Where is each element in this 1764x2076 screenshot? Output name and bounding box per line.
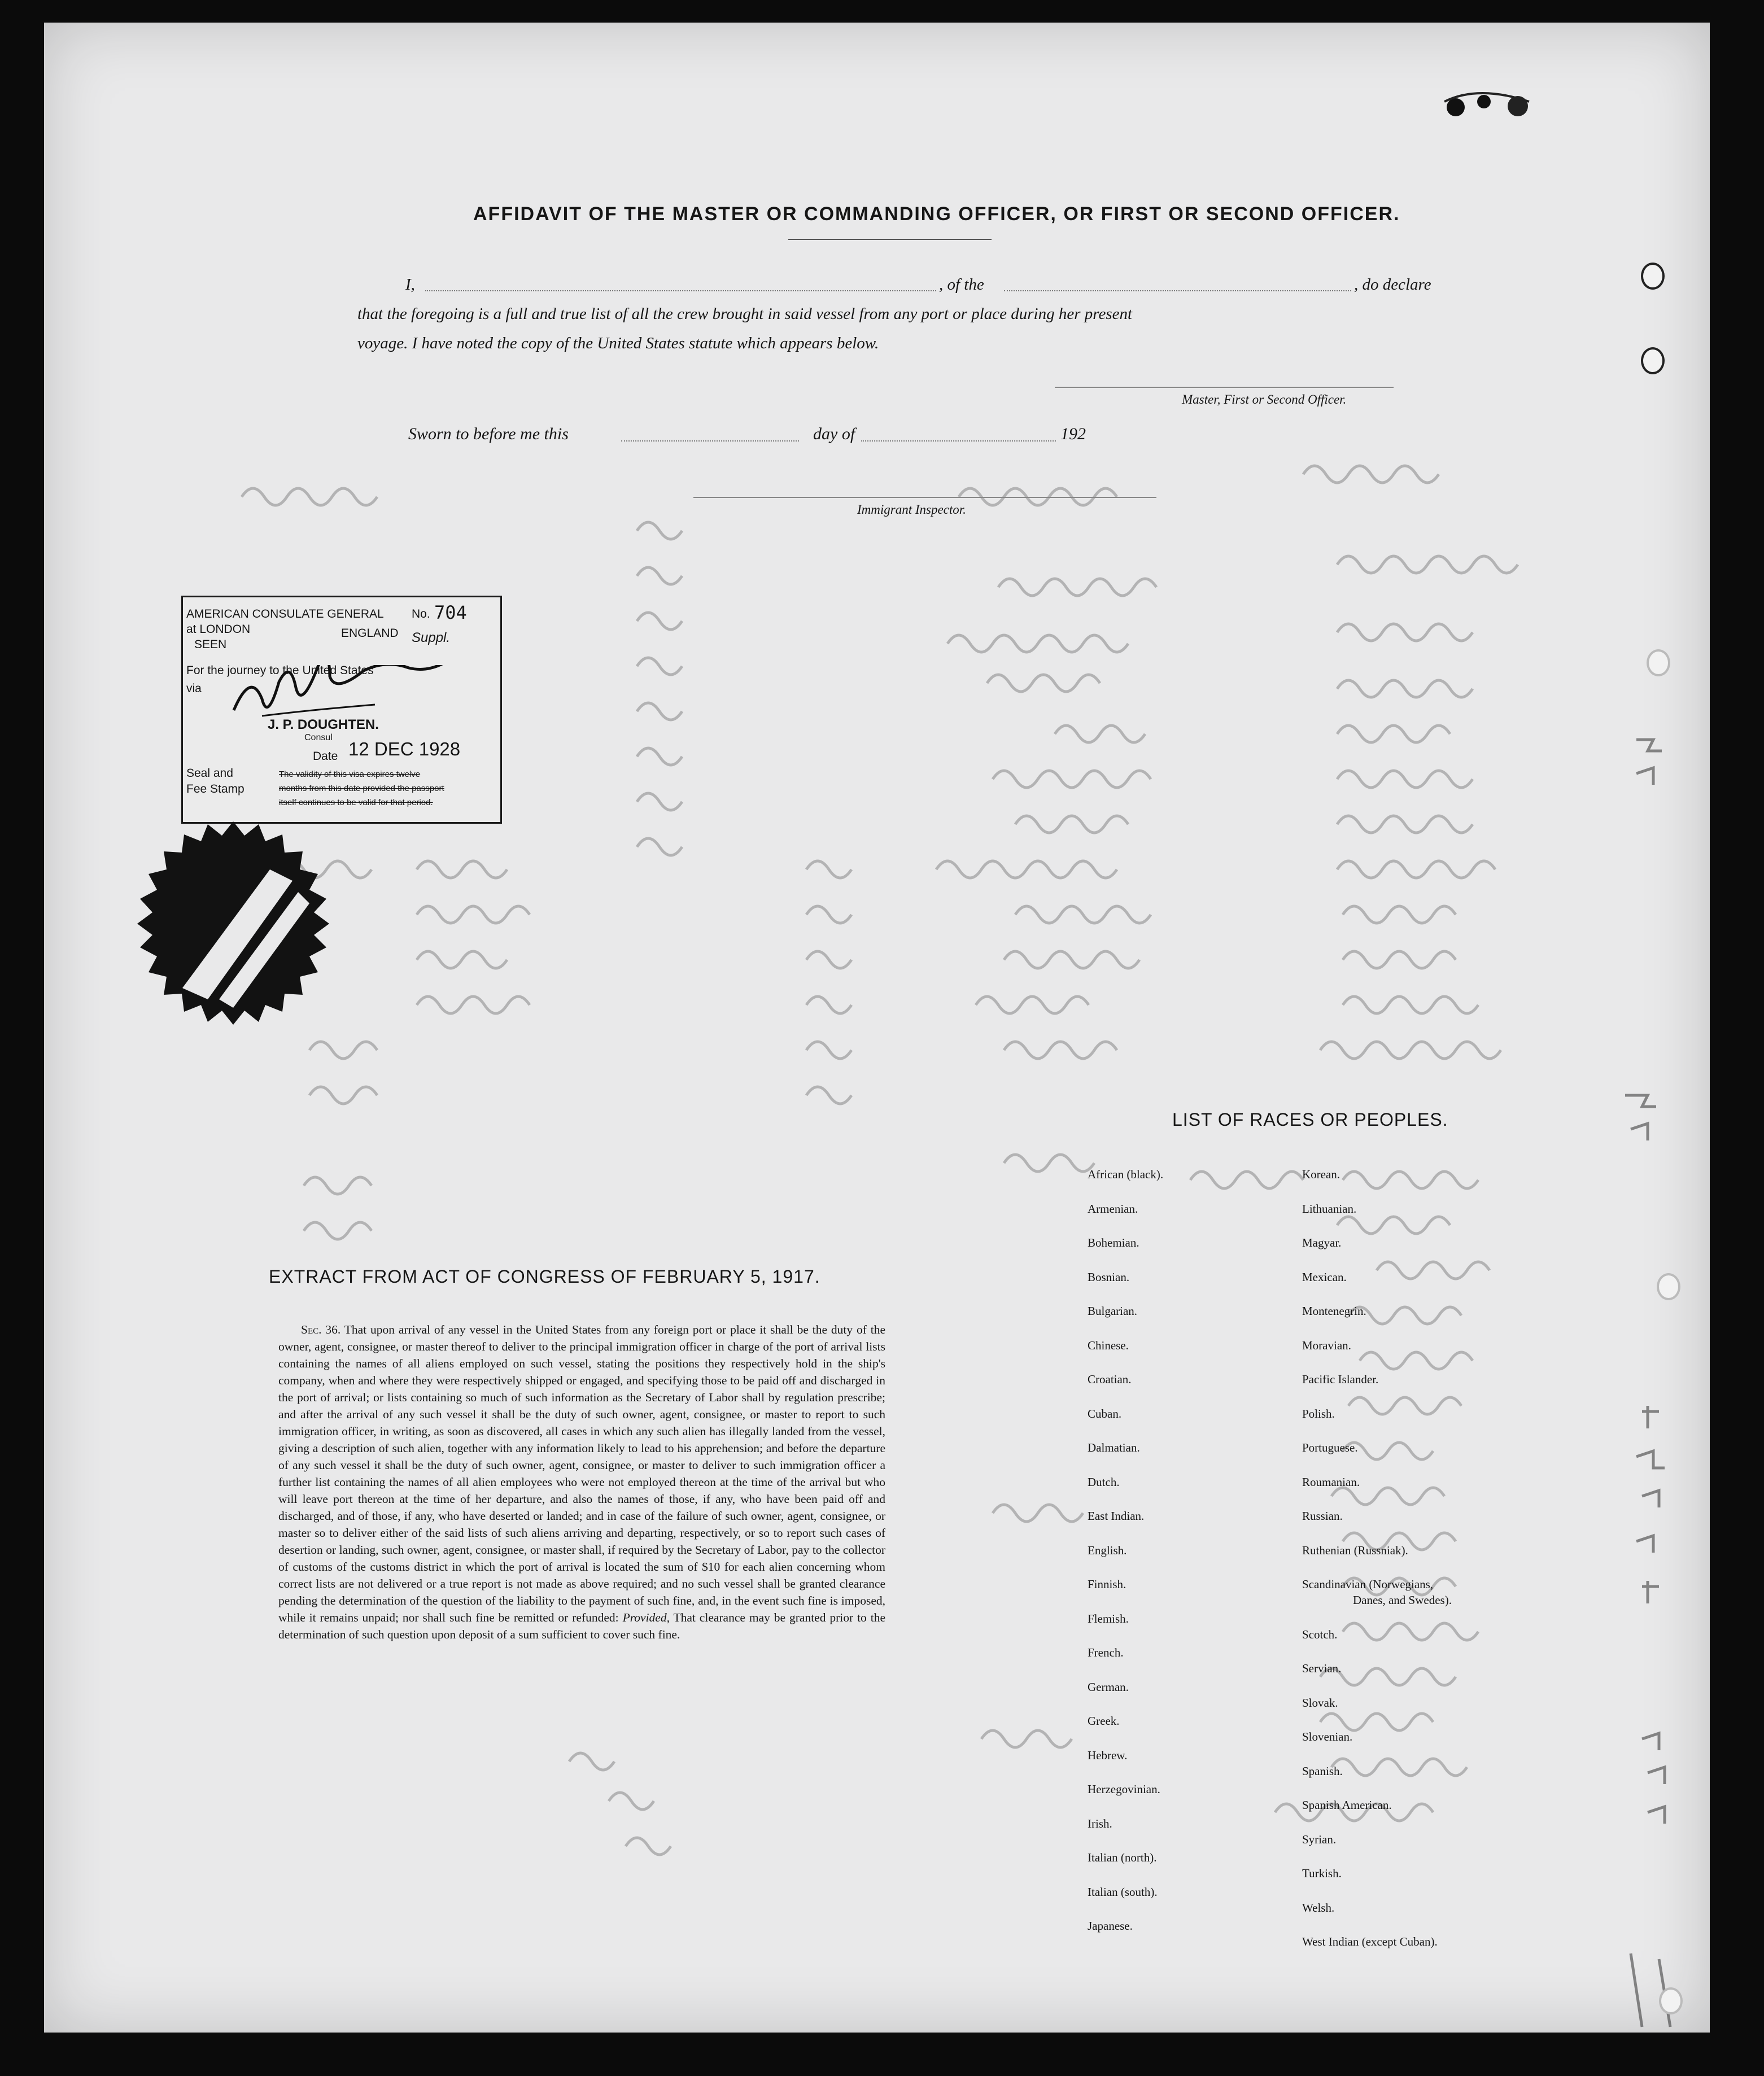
- sworn-day-of-label: day of: [813, 425, 855, 443]
- ink-blots: [1422, 79, 1569, 130]
- extract-section-label: Sec. 36.: [301, 1323, 341, 1336]
- race-item: English.: [1088, 1543, 1127, 1557]
- race-item: Moravian.: [1302, 1338, 1351, 1352]
- punch-hole: [1659, 1987, 1683, 2014]
- stamp-via-label: via: [186, 682, 202, 695]
- stamp-validity-2: months from this date provided the passport: [279, 784, 444, 793]
- race-item: Finnish.: [1088, 1577, 1126, 1591]
- punch-hole: [1647, 649, 1670, 676]
- race-item: Bosnian.: [1088, 1270, 1130, 1284]
- race-item: Magyar.: [1302, 1236, 1342, 1249]
- stamp-seal-label-2: Fee Stamp: [186, 783, 244, 796]
- declare-line-2: that the foregoing is a full and true list of all the crew brought in said vessel from any port or place during her present: [357, 305, 1133, 323]
- race-item: Cuban.: [1088, 1406, 1122, 1421]
- punch-hole: [1641, 347, 1665, 374]
- race-item: Welsh.: [1302, 1900, 1335, 1915]
- race-item: Irish.: [1088, 1816, 1112, 1830]
- stamp-no-value: 704: [434, 602, 467, 623]
- declare-do-declare-label: , do declare: [1354, 276, 1431, 294]
- inspector-label: Immigrant Inspector.: [857, 502, 966, 517]
- declare-of-the-label: , of the: [939, 276, 984, 294]
- sworn-year-label: 192: [1060, 425, 1086, 443]
- race-item: Lithuanian.: [1302, 1201, 1357, 1216]
- race-item: Danes, and Swedes).: [1353, 1593, 1452, 1607]
- race-item: Bulgarian.: [1088, 1304, 1138, 1318]
- stamp-date-label: Date: [313, 750, 338, 763]
- race-item: West Indian (except Cuban).: [1302, 1935, 1438, 1948]
- race-item: Polish.: [1302, 1406, 1335, 1421]
- race-item: Montenegrin.: [1302, 1304, 1366, 1318]
- race-item: Ruthenian (Russniak).: [1302, 1543, 1408, 1557]
- races-title: LIST OF RACES OR PEOPLES.: [1172, 1109, 1448, 1130]
- race-item: Dutch.: [1088, 1475, 1120, 1489]
- race-item: Italian (north).: [1088, 1851, 1157, 1864]
- stamp-line-2b: ENGLAND: [341, 627, 399, 640]
- race-item: French.: [1088, 1646, 1124, 1659]
- affidavit-title: AFFIDAVIT OF THE MASTER OR COMMANDING OFFICER, OR FIRST OR SECOND OFFICER.: [473, 203, 1400, 225]
- embossed-seal: [129, 819, 338, 1028]
- race-item: Servian.: [1302, 1662, 1342, 1675]
- stamp-seal-label-1: Seal and: [186, 767, 233, 780]
- punch-hole: [1641, 263, 1665, 290]
- race-item: Spanish.: [1302, 1764, 1343, 1778]
- stamp-validity-1: The validity of this visa expires twelve: [279, 770, 421, 779]
- extract-title: EXTRACT FROM ACT OF CONGRESS OF FEBRUARY 5, 1917.: [269, 1266, 820, 1287]
- race-item: Italian (south).: [1088, 1885, 1158, 1899]
- bleed-through-marks: [44, 23, 1710, 2033]
- race-item: Herzegovinian.: [1088, 1782, 1160, 1796]
- extract-text: That upon arrival of any vessel in the United States from any foreign port or place it shall be the duty of the owner, agent, consignee, or master thereof to deliver to the principal immigration officer in charge of the port of arrival lists containing the names of all aliens employed on such vessel, stating the positions they respectively hold in the ship's company, when and where they were respectively shipped or engaged, and specifying those to be paid off and discharged in the port of arrival; or lists containing so much of such information as the Secretary of Labor shall by regulation prescribe; and after the arrival of any such vessel it shall be the duty of such owner, agent, consignee, or master to report to such immigration officer, in writing, as soon as discovered, all cases in which any such alien has illegally landed from the vessel, giving a description of such alien, together with any information likely to lead to his apprehension; and before the departure of any such vessel it shall be the duty of such owner, agent, consignee, or master to deliver to such immigration officer a further list containing the names of all alien employees who were not employed thereon at the time of the arrival but who will leave port thereon at the time of her departure, and also the names of those, if any, who have been paid off and discharged, and of those, if any, who have deserted or landed; and in case of the failure of such owner, agent, consignee, or master so to deliver either of the said lists of such aliens arriving and departing, respectively, or so to report such cases of desertion or landing, such owner, agent, consignee, or master shall, if required by the Secretary of Labor, pay to the collector of customs of the customs district in which the port of arrival is located the sum of $10 for each alien concerning whom correct lists are not delivered or a true report is not made as above required; and no such vessel shall be granted clearance pending the determination of the question of the liability to the payment of such fine, and, in the event such fine is imposed, while it remains unpaid; nor shall such fine be remitted or refunded:: [278, 1323, 885, 1624]
- race-item: Scandinavian (Norwegians,: [1302, 1577, 1434, 1591]
- race-item: Scotch.: [1302, 1627, 1338, 1641]
- extract-text-end: That clearance may be granted prior to the determination of such question upon deposit of a sum sufficient to cover such fine.: [278, 1611, 885, 1641]
- race-item: Japanese.: [1088, 1919, 1133, 1933]
- extract-body: [278, 1321, 885, 1643]
- race-item: Russian.: [1302, 1509, 1343, 1523]
- signature-line: [1055, 387, 1394, 388]
- race-item: Turkish.: [1302, 1867, 1342, 1880]
- title-underline: [788, 239, 992, 240]
- stamp-no-label: No.: [412, 607, 430, 620]
- vessel-blank: [1004, 290, 1351, 291]
- sworn-day-blank: [621, 440, 799, 442]
- stamp-line-4: For the journey to the United States: [186, 664, 374, 677]
- race-item: Bohemian.: [1088, 1236, 1139, 1249]
- stamp-consul-title: Consul: [304, 733, 333, 742]
- race-item: German.: [1088, 1680, 1129, 1694]
- race-item: Spanish American.: [1302, 1798, 1392, 1812]
- extract-provided: Provided,: [622, 1611, 670, 1624]
- race-item: Hebrew.: [1088, 1748, 1128, 1762]
- stamp-consul-name: J. P. DOUGHTEN.: [268, 717, 379, 732]
- stamp-supp: Suppl.: [412, 630, 451, 645]
- race-item: Mexican.: [1302, 1270, 1347, 1284]
- race-item: Syrian.: [1302, 1832, 1337, 1846]
- race-item: Dalmatian.: [1088, 1441, 1140, 1454]
- race-item: Armenian.: [1088, 1201, 1138, 1216]
- declare-i-label: I,: [405, 276, 415, 294]
- race-item: Portuguese.: [1302, 1441, 1358, 1454]
- race-item: Slovak.: [1302, 1695, 1338, 1710]
- race-item: Flemish.: [1088, 1611, 1129, 1625]
- bleed-through-text: [44, 23, 1710, 2033]
- inspector-line: [693, 497, 1156, 498]
- signature-label: Master, First or Second Officer.: [1182, 392, 1347, 407]
- stamp-line-2a: at LONDON: [186, 623, 251, 636]
- consulate-stamp: [181, 596, 502, 824]
- race-item: Greek.: [1088, 1714, 1120, 1728]
- race-item: East Indian.: [1088, 1509, 1145, 1523]
- stamp-date-value: 12 DEC 1928: [348, 738, 461, 759]
- race-item: Slovenian.: [1302, 1730, 1353, 1743]
- sworn-month-blank: [861, 440, 1056, 442]
- stamp-line-3: SEEN: [194, 638, 227, 651]
- punch-hole: [1657, 1273, 1680, 1300]
- manifest-page: [44, 23, 1710, 2033]
- name-blank: [425, 290, 936, 291]
- stamp-line-1: AMERICAN CONSULATE GENERAL: [186, 607, 384, 620]
- race-item: African (black).: [1088, 1168, 1164, 1181]
- stamp-validity-3: itself continues to be valid for that period.: [279, 798, 433, 807]
- race-item: Roumanian.: [1302, 1475, 1360, 1489]
- race-item: Croatian.: [1088, 1373, 1132, 1386]
- declare-line-3: voyage. I have noted the copy of the United States statute which appears below.: [357, 334, 879, 352]
- race-item: Chinese.: [1088, 1338, 1129, 1352]
- race-item: Pacific Islander.: [1302, 1373, 1379, 1386]
- sworn-label: Sworn to before me this: [408, 425, 569, 443]
- race-item: Korean.: [1302, 1168, 1341, 1181]
